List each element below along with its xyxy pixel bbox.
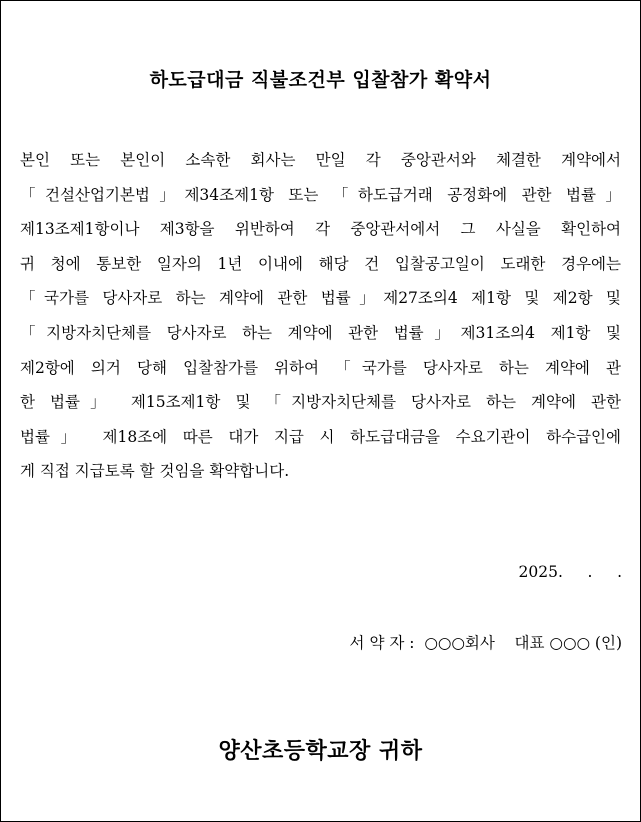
signer-line: 서 약 자 : ○○○회사 대표 ○○○ (인) [349,634,622,652]
body-line: 「건설산업기본법」제34조제1항 또는 「하도급거래 공정화에 관한 법률」 [20,185,621,204]
body-line: 「지방자치단체를 당사자로 하는 계약에 관한 법률」제31조의4 제1항 및 [20,323,621,342]
pledge-date: 2025. . . [518,563,622,581]
body-line: 제2항에 의거 당해 입찰참가를 위하여 「국가를 당사자로 하는 계약에 관 [20,358,621,377]
body-line: 게 직접 지급토록 할 것임을 확약합니다. [20,462,290,481]
body-line: 제13조제1항이나 제3항을 위반하여 각 중앙관서에서 그 사실을 확인하여 [20,220,621,239]
body-line: 한 법률」 제15조제1항 및 「지방자치단체를 당사자로 하는 계약에 관한 [20,393,621,412]
pledge-body [20,143,621,489]
body-line: 「국가를 당사자로 하는 계약에 관한 법률」제27조의4 제1항 및 제2항 및 [20,289,621,308]
document-title: 하도급대금 직불조건부 입찰참가 확약서 [149,69,492,91]
body-line: 법률」 제18조에 따른 대가 지급 시 하도급대금을 수요기관이 하수급인에 [20,427,621,446]
body-line: 본인 또는 본인이 소속한 회사는 만일 각 중앙관서와 체결한 계약에서 [20,151,621,169]
body-line: 귀 청에 통보한 일자의 1년 이내에 해당 건 입찰공고일이 도래한 경우에는 [20,254,621,273]
recipient: 양산초등학교장 귀하 [218,738,423,764]
